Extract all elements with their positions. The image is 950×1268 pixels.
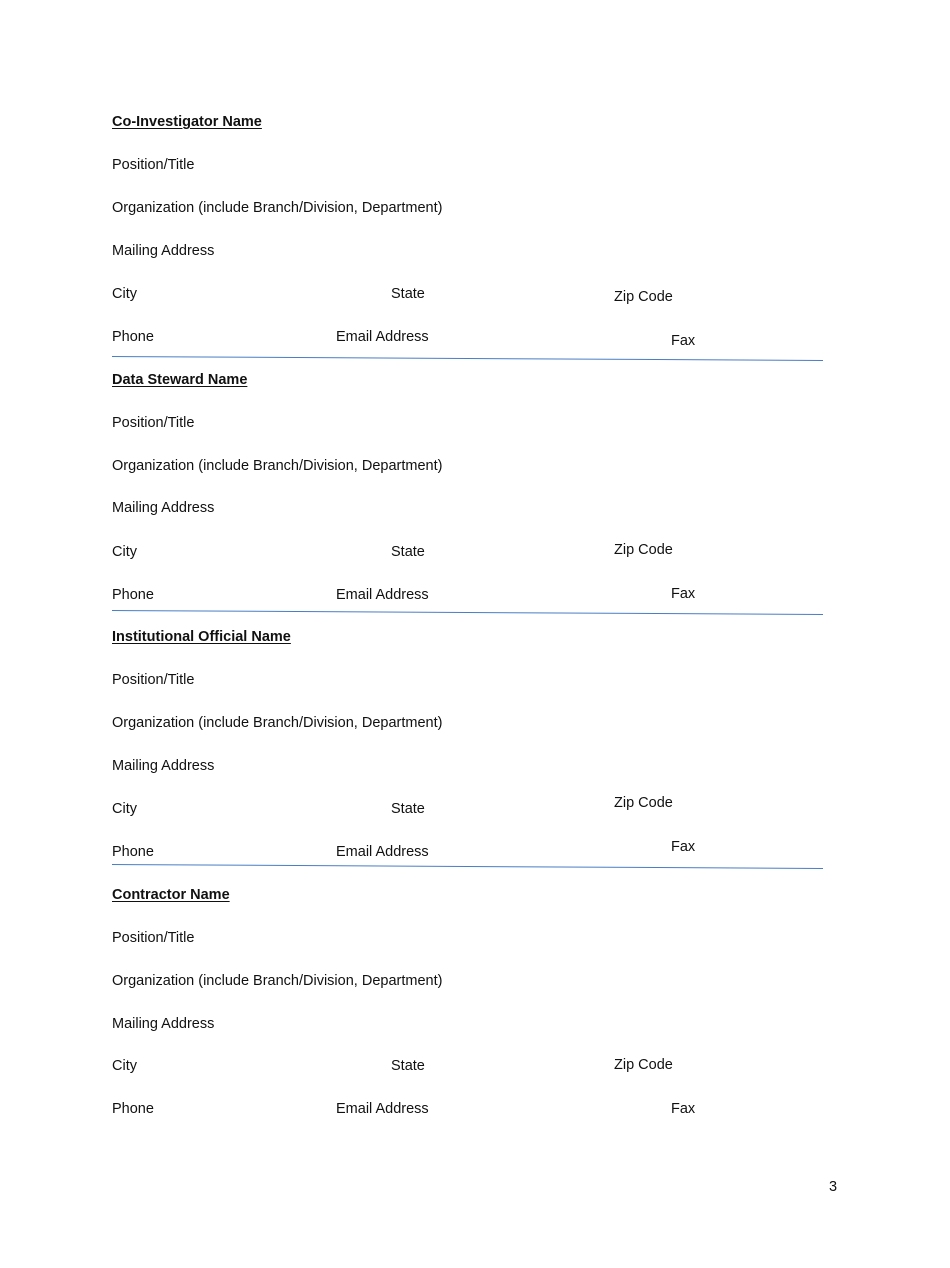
phone-label: Phone	[112, 329, 154, 345]
city-label: City	[112, 544, 137, 560]
page-number: 3	[829, 1179, 838, 1195]
phone-label: Phone	[112, 1101, 154, 1117]
mailing-address-label: Mailing Address	[112, 500, 215, 516]
organization-label: Organization (include Branch/Division, Department)	[112, 715, 443, 731]
email-address-label: Email Address	[336, 587, 429, 603]
mailing-address-label: Mailing Address	[112, 758, 215, 774]
email-address-label: Email Address	[336, 844, 429, 860]
position-title-label: Position/Title	[112, 415, 195, 431]
city-label: City	[112, 801, 137, 817]
state-label: State	[391, 1058, 425, 1074]
organization-label: Organization (include Branch/Division, Department)	[112, 458, 443, 474]
fax-label: Fax	[671, 586, 696, 602]
section-divider	[112, 864, 823, 869]
zip-code-label: Zip Code	[614, 795, 673, 811]
position-title-label: Position/Title	[112, 157, 195, 173]
organization-label: Organization (include Branch/Division, Department)	[112, 973, 443, 989]
mailing-address-label: Mailing Address	[112, 243, 215, 259]
position-title-label: Position/Title	[112, 672, 195, 688]
section-heading: Co-Investigator Name	[112, 114, 262, 130]
fax-label: Fax	[671, 333, 696, 349]
phone-label: Phone	[112, 844, 154, 860]
section-heading: Institutional Official Name	[112, 629, 291, 645]
section-divider	[112, 356, 823, 361]
zip-code-label: Zip Code	[614, 1057, 673, 1073]
state-label: State	[391, 286, 425, 302]
fax-label: Fax	[671, 1101, 696, 1117]
fax-label: Fax	[671, 839, 696, 855]
city-label: City	[112, 1058, 137, 1074]
city-label: City	[112, 286, 137, 302]
section-heading: Data Steward Name	[112, 372, 248, 388]
organization-label: Organization (include Branch/Division, Department)	[112, 200, 443, 216]
mailing-address-label: Mailing Address	[112, 1016, 215, 1032]
email-address-label: Email Address	[336, 329, 429, 345]
zip-code-label: Zip Code	[614, 542, 673, 558]
position-title-label: Position/Title	[112, 930, 195, 946]
state-label: State	[391, 801, 425, 817]
state-label: State	[391, 544, 425, 560]
section-divider	[112, 610, 823, 615]
zip-code-label: Zip Code	[614, 289, 673, 305]
section-heading: Contractor Name	[112, 887, 230, 903]
email-address-label: Email Address	[336, 1101, 429, 1117]
phone-label: Phone	[112, 587, 154, 603]
